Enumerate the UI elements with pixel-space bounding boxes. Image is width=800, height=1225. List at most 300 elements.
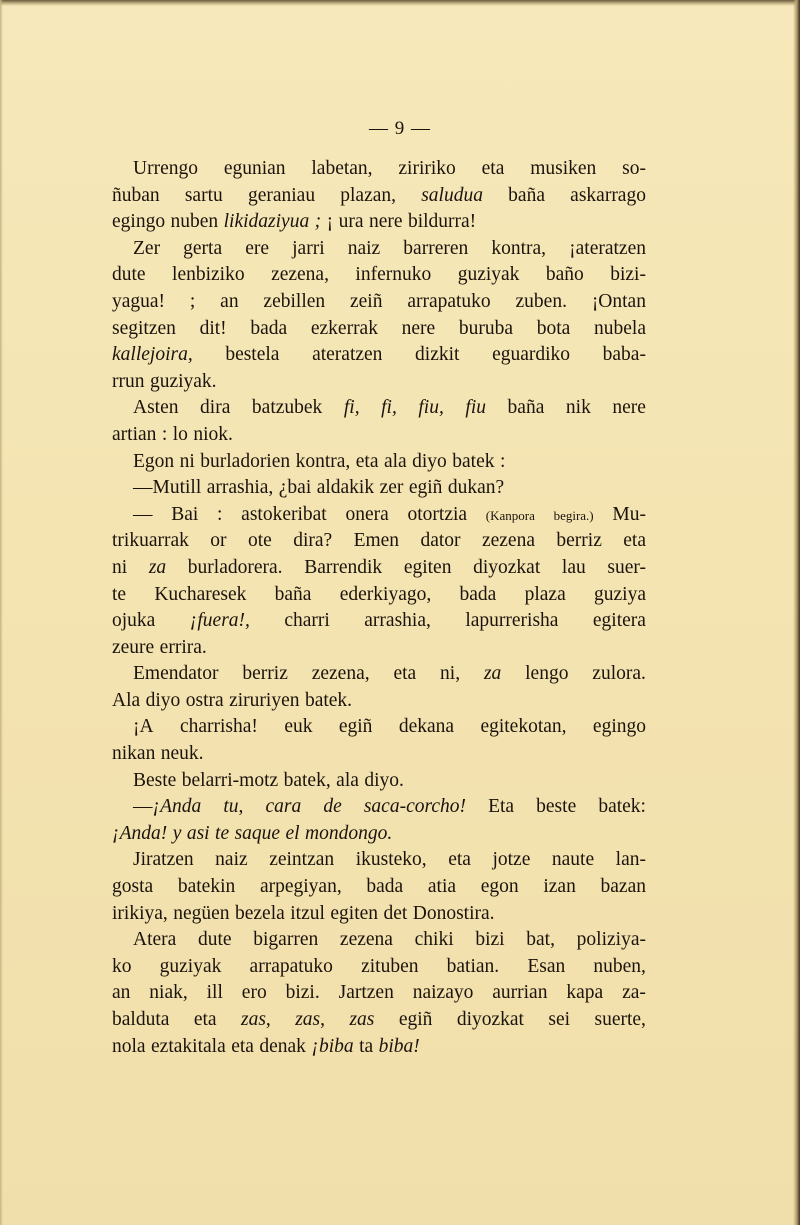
word — [592, 661, 646, 688]
word — [340, 183, 396, 210]
word-part: egitera — [592, 610, 646, 632]
word — [284, 768, 331, 795]
word-part: Emendator — [133, 663, 219, 685]
word-part: Egon — [133, 450, 175, 472]
word-part: zebillen — [263, 290, 326, 312]
word-part: lau — [561, 556, 586, 578]
word — [229, 688, 299, 715]
word — [311, 316, 378, 343]
word-part: denak — [259, 1035, 306, 1057]
word — [242, 980, 267, 1007]
word — [182, 768, 278, 795]
word — [339, 714, 373, 741]
word — [171, 209, 219, 236]
word-part: el — [285, 822, 300, 844]
text-line — [112, 1034, 646, 1061]
word-part: baba- — [602, 344, 646, 366]
word — [207, 475, 274, 502]
page-top-edge — [0, 0, 800, 6]
body-text — [112, 156, 646, 1060]
word — [516, 289, 567, 316]
word — [198, 927, 232, 954]
word-part: egunian — [223, 158, 286, 179]
word — [552, 847, 594, 874]
word — [112, 369, 145, 396]
word — [356, 847, 427, 874]
word — [526, 927, 555, 954]
word — [381, 395, 397, 422]
word — [452, 449, 494, 476]
word — [530, 156, 596, 183]
word-part: eta — [231, 1035, 254, 1057]
word-part: cara — [265, 796, 302, 818]
word-part: kallejoira, — [112, 344, 193, 366]
word — [482, 156, 505, 183]
word — [112, 980, 130, 1007]
word-part: aurrian — [492, 982, 548, 1004]
word-part: guziyak — [159, 955, 222, 977]
word-part: ote — [247, 530, 272, 552]
text-line — [112, 342, 646, 369]
text-line — [112, 183, 646, 210]
word-part: eta — [448, 849, 471, 871]
word-part: plazan, — [340, 184, 397, 206]
word — [415, 927, 454, 954]
word-part: niak, — [149, 982, 188, 1004]
word-part: tu — [223, 796, 239, 818]
word — [112, 901, 168, 928]
word-part: begira.) — [553, 507, 594, 523]
word — [407, 502, 467, 529]
word-part: mondongo. — [305, 822, 393, 844]
word — [601, 874, 646, 901]
word-part: zeintzan — [269, 849, 335, 871]
word-part: suerte, — [594, 1009, 646, 1030]
word-part: — — [133, 796, 153, 818]
word-part: zas — [240, 1009, 266, 1030]
word — [112, 954, 132, 981]
word — [112, 422, 156, 449]
word — [250, 954, 333, 981]
word-part: arpegiyan, — [259, 876, 342, 898]
word-part: negüen — [173, 902, 230, 924]
word-part: zulora. — [592, 663, 646, 685]
word — [566, 980, 603, 1007]
word-part: arrapatuko — [407, 290, 491, 312]
word — [305, 688, 352, 715]
word-part: ; — [189, 290, 196, 312]
word-part: berriz — [556, 530, 602, 552]
word — [150, 369, 217, 396]
word — [112, 262, 146, 289]
word — [366, 874, 403, 901]
text-line — [112, 422, 646, 449]
word — [275, 582, 312, 609]
word-part: arrashia, — [364, 610, 431, 632]
text-line — [112, 688, 646, 715]
word — [210, 528, 226, 555]
word-part: artian — [112, 423, 157, 445]
word-part: y — [172, 822, 182, 844]
word-part: —Mutill — [133, 477, 202, 499]
word — [133, 475, 201, 502]
text-line — [112, 555, 646, 582]
word — [292, 236, 324, 263]
word-part: batek — [452, 450, 495, 472]
word — [379, 1034, 420, 1061]
word-part: segitzen — [112, 317, 176, 339]
word-part: ¡ — [326, 211, 334, 233]
word-part: — — [133, 503, 153, 525]
word-part: bildurra! — [407, 211, 477, 233]
word-part: ziruriyen — [229, 689, 300, 711]
word-part: Eta — [488, 796, 515, 818]
word — [293, 528, 332, 555]
word — [569, 236, 646, 263]
word-part: ¿bai — [278, 477, 312, 499]
word-part: lenbiziko — [172, 264, 245, 286]
word-part: zezena, — [271, 264, 329, 286]
word — [225, 342, 279, 369]
word-part: Esan — [527, 955, 566, 977]
word — [398, 156, 455, 183]
text-line — [112, 741, 646, 768]
word-part: Zer — [133, 237, 161, 259]
word — [295, 1007, 325, 1034]
word — [284, 608, 329, 635]
word-part: ¡biba — [311, 1035, 354, 1057]
word-part: guziya — [594, 583, 646, 605]
word — [594, 316, 646, 343]
word-part: onera — [345, 503, 389, 525]
word — [180, 449, 195, 476]
word — [224, 209, 310, 236]
word-part: Mu- — [612, 503, 646, 525]
word-part: ikusteko, — [355, 849, 427, 871]
word — [265, 794, 301, 821]
word-part: Urrengo — [133, 158, 198, 179]
word — [418, 395, 443, 422]
word — [598, 794, 646, 821]
word-part: ostra — [185, 689, 224, 711]
word-part: kontra, — [295, 450, 351, 472]
word — [546, 262, 584, 289]
word — [562, 555, 586, 582]
word — [286, 980, 320, 1007]
word — [525, 661, 568, 688]
word-part: det — [383, 902, 408, 924]
word — [112, 821, 167, 848]
word — [200, 316, 227, 343]
word — [248, 183, 315, 210]
word-part: ¡Anda! — [112, 822, 168, 844]
word-part: dator — [420, 530, 461, 552]
word — [369, 209, 403, 236]
word-part: egitekotan, — [480, 716, 567, 738]
word — [200, 395, 230, 422]
word — [207, 980, 223, 1007]
word — [241, 502, 327, 529]
word-part: batekin — [177, 876, 236, 898]
word-part: , — [265, 1009, 271, 1030]
word — [458, 262, 520, 289]
word — [384, 449, 407, 476]
word — [465, 608, 558, 635]
text-line — [112, 209, 646, 236]
word — [603, 342, 646, 369]
word — [112, 1007, 169, 1034]
word-part: sei — [548, 1009, 571, 1030]
word-part: bota — [536, 317, 571, 339]
word-part: balduta — [112, 1009, 170, 1030]
word — [482, 528, 535, 555]
word-part: burladorera. — [187, 556, 283, 578]
word — [622, 156, 646, 183]
word-part: ezkerrak — [310, 317, 378, 339]
text-line — [112, 821, 646, 848]
word-part: diyozkat — [456, 1009, 524, 1030]
word-part: jarri — [292, 237, 325, 259]
word — [610, 262, 646, 289]
word — [194, 1007, 217, 1034]
text-line — [112, 980, 646, 1007]
word — [403, 236, 468, 263]
word-part: ojuka — [112, 610, 156, 632]
word — [305, 821, 392, 848]
word — [415, 342, 459, 369]
word-part: saque — [234, 822, 281, 844]
text-line — [112, 1007, 646, 1034]
word — [350, 289, 382, 316]
word-part: nere — [368, 211, 403, 233]
word-part: berriz — [242, 663, 288, 685]
word-part: zezena — [339, 929, 393, 951]
word — [133, 156, 198, 183]
word-part: Donostira. — [412, 902, 495, 924]
word-part: irikiya, — [112, 902, 168, 924]
word — [508, 183, 545, 210]
word — [112, 741, 155, 768]
word-part: Emen — [353, 530, 400, 552]
word-part: likidaziyua — [223, 211, 310, 233]
word — [459, 316, 513, 343]
text-line — [112, 635, 646, 662]
word — [457, 1007, 524, 1034]
word — [279, 475, 311, 502]
word-part: ateratzen — [312, 344, 383, 366]
word — [269, 847, 334, 874]
word-part: ni, — [440, 663, 461, 685]
word-part: neuk. — [160, 743, 204, 765]
word — [173, 901, 229, 928]
word — [315, 209, 322, 236]
word — [361, 954, 418, 981]
word — [364, 794, 466, 821]
word-part: fiu — [465, 397, 486, 419]
word-part: naizayo — [412, 982, 474, 1004]
word — [263, 289, 325, 316]
word — [235, 821, 281, 848]
word — [133, 449, 174, 476]
word — [448, 847, 471, 874]
word-part: bat, — [526, 929, 555, 951]
word — [112, 635, 154, 662]
word — [290, 901, 325, 928]
word-part: naiz — [347, 237, 381, 259]
word — [460, 582, 497, 609]
word — [133, 794, 201, 821]
word — [146, 688, 181, 715]
word-part: eta — [481, 158, 505, 179]
word — [312, 342, 382, 369]
word-part: te — [215, 822, 230, 844]
word — [593, 608, 646, 635]
word-part: batek, — [283, 769, 331, 791]
word — [248, 528, 272, 555]
word — [112, 209, 165, 236]
word — [173, 422, 188, 449]
word — [593, 714, 646, 741]
word — [355, 262, 431, 289]
word — [566, 395, 591, 422]
word — [480, 714, 566, 741]
word-part: nere — [612, 397, 646, 419]
word-part: diyo. — [364, 769, 404, 791]
word — [409, 475, 443, 502]
text-line — [112, 156, 646, 183]
word-part: ¡Ontan — [591, 290, 646, 312]
word — [577, 927, 646, 954]
word — [592, 289, 646, 316]
text-line — [112, 289, 646, 316]
word — [408, 209, 476, 236]
word — [404, 555, 452, 582]
word-part: Atera — [133, 929, 177, 951]
word-part: dute — [112, 264, 146, 286]
word — [393, 661, 416, 688]
word — [475, 927, 504, 954]
word-part: barreren — [403, 237, 469, 259]
word — [161, 741, 204, 768]
word-part: bada — [459, 583, 497, 605]
word-part: suer- — [607, 556, 646, 578]
text-line — [112, 768, 646, 795]
word — [543, 874, 575, 901]
word-part: eztakitala — [151, 1035, 226, 1057]
word — [612, 502, 646, 529]
text-line — [112, 449, 646, 476]
word — [112, 688, 140, 715]
word — [484, 661, 501, 688]
word-part: labetan, — [311, 158, 373, 179]
word — [311, 1034, 353, 1061]
word — [224, 156, 286, 183]
word — [440, 661, 460, 688]
word — [245, 236, 269, 263]
text-line — [112, 874, 646, 901]
word — [193, 422, 233, 449]
word — [133, 768, 176, 795]
word — [330, 901, 378, 928]
word-part: bestela — [225, 344, 280, 366]
word-part: ederkiyago, — [339, 583, 432, 605]
word-part: dit! — [199, 317, 227, 339]
word — [448, 475, 504, 502]
word-part: nubela — [594, 317, 646, 339]
word — [112, 528, 189, 555]
word — [133, 236, 160, 263]
text-line — [112, 262, 646, 289]
word — [525, 582, 566, 609]
word-part: geraniau — [247, 184, 316, 206]
word — [500, 449, 505, 476]
word — [215, 847, 247, 874]
word-part: Kucharesek — [154, 583, 247, 605]
text-line — [112, 236, 646, 263]
word-part: an — [112, 982, 131, 1004]
word — [407, 289, 490, 316]
word-part: Jiratzen — [133, 849, 194, 871]
text-line — [112, 661, 646, 688]
word — [217, 502, 222, 529]
word-part: za — [483, 663, 502, 685]
word-part: (Kanpora — [485, 507, 535, 523]
word-part: ¡A — [133, 716, 154, 738]
word — [421, 183, 483, 210]
page-number: — 9 — — [369, 118, 431, 139]
word-part: atia — [427, 876, 457, 898]
word-part: naute — [551, 849, 595, 871]
word — [344, 395, 360, 422]
word-part: bizi. — [285, 982, 320, 1004]
word-part: zeiñ — [349, 290, 383, 312]
word — [253, 927, 318, 954]
word-part: chiki — [414, 929, 454, 951]
word — [133, 502, 153, 529]
word-part: gerta — [183, 237, 223, 259]
word-part: Jartzen — [338, 982, 394, 1004]
word — [345, 502, 388, 529]
word-part: an — [220, 290, 239, 312]
word-part: or — [210, 530, 227, 552]
word-part: dira — [200, 397, 231, 419]
word — [250, 316, 287, 343]
word — [354, 528, 399, 555]
word-part: ni — [179, 450, 195, 472]
word — [554, 502, 594, 529]
word-part: eta — [623, 530, 646, 552]
word — [594, 582, 646, 609]
word — [612, 395, 646, 422]
word-part: ¡Anda — [152, 796, 202, 818]
word — [133, 661, 219, 688]
word-part: bizi — [475, 929, 505, 951]
word-part: : — [161, 423, 168, 445]
word-part: Barrendik — [304, 556, 383, 578]
word — [312, 661, 370, 688]
word-part: guziyak. — [149, 370, 217, 392]
word-part: baño — [545, 264, 584, 286]
word — [260, 874, 342, 901]
word-part: ñuban — [112, 184, 160, 206]
word — [171, 502, 198, 529]
word-part: egingo — [112, 211, 166, 233]
word — [622, 980, 646, 1007]
word — [412, 449, 447, 476]
text-line — [112, 395, 646, 422]
word — [183, 236, 222, 263]
word — [486, 502, 535, 529]
